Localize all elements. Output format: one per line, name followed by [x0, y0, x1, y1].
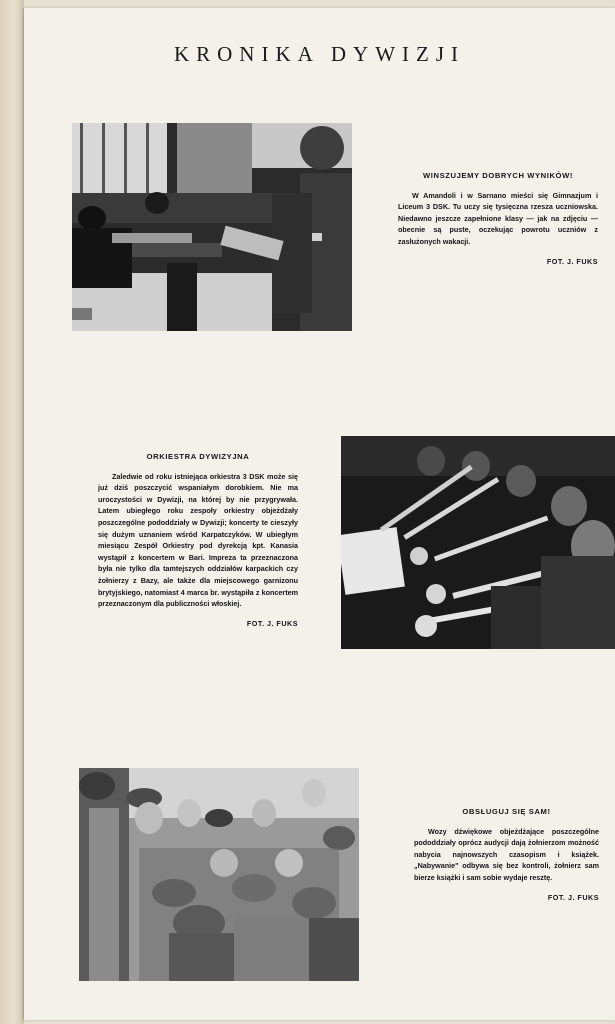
page-title: KRONIKA DYWIZJI	[173, 42, 466, 66]
article-heading: OBSŁUGUJ SIĘ SAM!	[462, 807, 551, 816]
book-van-photo	[79, 768, 359, 981]
article-school	[398, 170, 598, 267]
article-body: Wozy dźwiękowe objeżdżające poszczególne pododdziały oprócz audycji dają żołnierzom możność nabycia najnowszych czasopism i książek. „Nabywanie" odbywa się bez kontroli, żołnierz sam bierze książki i sam sobie wydaje resztę.	[414, 826, 599, 882]
magazine-page	[24, 8, 615, 1020]
photo-credit: FOT. J. FUKS	[547, 892, 599, 902]
photo-credit: FOT. J. FUKS	[246, 618, 298, 628]
article-body: W Amandoli i w Sarnano mieści się Gimnazjum i Liceum 3 DSK. Tu uczy się tysięczna rzesza uczniowska. Niedawno jeszcze zapełnione klasy — jak na zdjęciu — obecnie są puste, oczekując powrotu uczniów z zasłużonych wakacji.	[398, 190, 598, 246]
orchestra-photo	[341, 436, 615, 649]
photo-credit: FOT. J. FUKS	[546, 256, 598, 266]
article-orchestra	[98, 451, 298, 629]
article-body: Zaledwie od roku istniejąca orkiestra 3 DSK może się już dziś poszczycić wspaniałym dorobkiem. Nie ma uroczystości w Dywizji, na której by nie przygrywała. Latem ubiegłego roku zespoły orkiestry objeżdżały poszczególne pododdziały w Dywizji; koncerty te cieszyły się dużym uznaniem wśród Karpatczyków. W ubiegłym miesiącu Zespół Orkiestry pod dyrekcją kpt. Kanasia wystąpił z koncertem w Bari. Impreza ta przeznaczona była nie tylko dla tamtejszych oddziałów karpackich czy żołnierzy z Bazy, ale także dla miejscowego garnizonu brytyjskiego, natomiast 4 marca br. wystąpiła z koncertem przeznaczonym dla publiczności włoskiej.	[98, 471, 298, 609]
article-heading: ORKIESTRA DYWIZYJNA	[146, 452, 250, 461]
classroom-photo	[72, 123, 352, 331]
binding-edge	[0, 0, 24, 1024]
article-heading: WINSZUJEMY DOBRYCH WYNIKÓW!	[423, 171, 573, 180]
article-book-van	[414, 806, 599, 903]
